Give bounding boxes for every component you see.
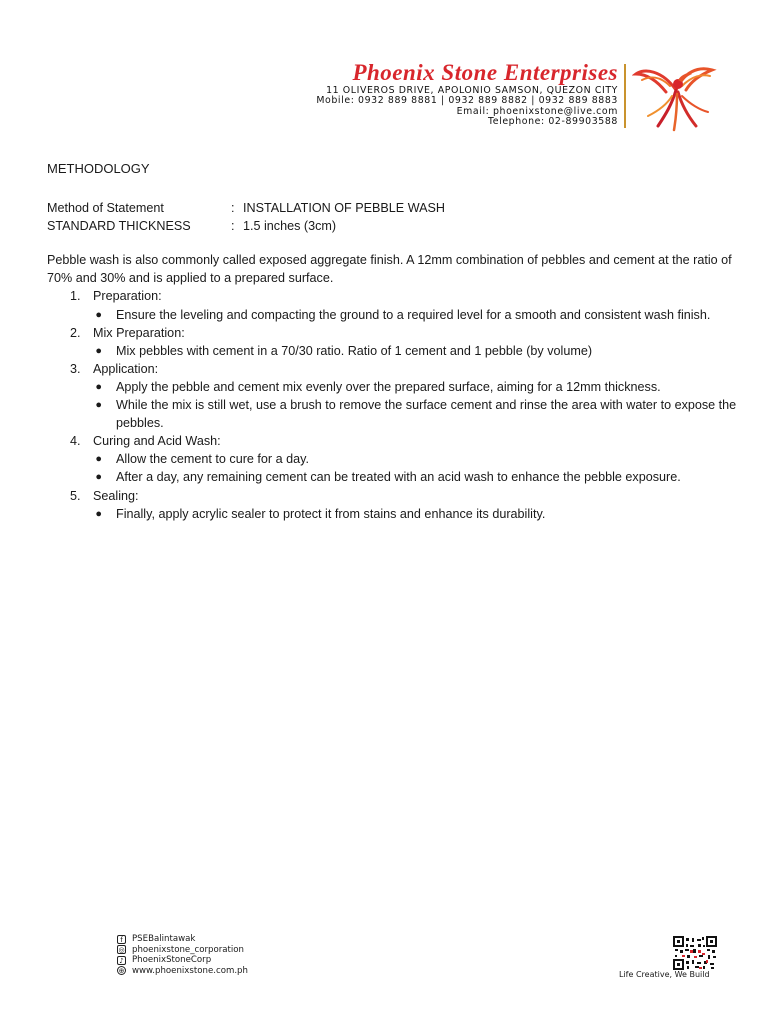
tiktok-icon: ♪	[117, 956, 126, 965]
company-mobile: Mobile: 0932 889 8881 | 0932 889 8882 | 0932 889 8883	[316, 95, 618, 107]
step-title: Sealing:	[93, 488, 139, 503]
bullet-icon: ●	[95, 380, 102, 393]
step-number: 2.	[70, 325, 81, 340]
meta-label: STANDARD THICKNESS	[47, 219, 191, 234]
social-text: phoenixstone_corporation	[132, 944, 244, 955]
list-item	[47, 360, 737, 432]
bullet-icon: ●	[95, 471, 102, 484]
step-number: 3.	[70, 361, 81, 376]
bullet-text: Allow the cement to cure for a day.	[116, 452, 309, 467]
social-website[interactable]	[117, 966, 248, 977]
bullet-item	[47, 468, 737, 486]
step-title: Application:	[93, 361, 159, 376]
bullet-item	[47, 505, 737, 523]
meta-colon: :	[231, 219, 235, 234]
page-title: METHODOLOGY	[47, 161, 150, 176]
step-number: 4.	[70, 434, 81, 449]
meta-label: Method of Statement	[47, 201, 164, 216]
footer-social-links	[117, 934, 248, 976]
letterhead	[316, 60, 618, 128]
bullet-text: While the mix is still wet, use a brush to remove the surface cement and rinse the area with water to expose the pebbles.	[116, 398, 737, 431]
bullet-text: After a day, any remaining cement can be treated with an acid wash to enhance the pebble exposure.	[116, 470, 681, 485]
header-divider	[624, 64, 626, 128]
bullet-icon: ●	[95, 453, 102, 466]
list-item	[47, 432, 737, 486]
bullet-text: Apply the pebble and cement mix evenly over the prepared surface, aiming for a 12mm thickness.	[116, 379, 661, 394]
bullet-icon: ●	[95, 507, 102, 520]
social-instagram[interactable]	[117, 945, 248, 956]
bullet-item	[47, 450, 737, 468]
company-address: 11 OLIVEROS DRIVE, APOLONIO SAMSON, QUEZON CITY	[326, 85, 618, 96]
bullet-item	[47, 378, 737, 396]
intro-paragraph: Pebble wash is also commonly called exposed aggregate finish. A 12mm combination of pebbles and cement at the ratio of 70% and 30% and is applied to a prepared surface.	[47, 253, 732, 286]
bullet-item	[47, 396, 737, 432]
step-number: 5.	[70, 488, 81, 503]
meta-row-thickness	[47, 217, 737, 235]
instagram-icon: ◎	[118, 946, 125, 955]
company-telephone: Telephone: 02-89903588	[488, 116, 618, 128]
steps-list	[47, 287, 737, 522]
bullet-icon: ●	[95, 308, 102, 321]
bullet-text: Ensure the leveling and compacting the ground to a required level for a smooth and consistent wash finish.	[116, 307, 711, 322]
list-item	[47, 324, 737, 360]
social-facebook[interactable]	[117, 934, 248, 945]
social-text: PhoenixStoneCorp	[132, 955, 212, 965]
social-text: www.phoenixstone.com.ph	[132, 965, 248, 976]
facebook-icon: f	[117, 935, 126, 944]
phoenix-logo-icon	[632, 60, 722, 132]
list-item	[47, 287, 737, 323]
qr-code-icon	[673, 936, 717, 970]
social-tiktok[interactable]	[117, 955, 248, 966]
meta-row-method	[47, 199, 737, 217]
company-name: Phoenix Stone Enterprises	[352, 60, 618, 85]
meta-colon: :	[231, 201, 235, 216]
bullet-text: Mix pebbles with cement in a 70/30 ratio. Ratio of 1 cement and 1 pebble (by volume)	[116, 343, 593, 358]
tagline: Life Creative, We Build	[619, 970, 710, 979]
bullet-icon: ●	[95, 344, 102, 357]
bullet-item	[47, 306, 737, 324]
bullet-item	[47, 342, 737, 360]
company-email: Email: phoenixstone@live.com	[456, 105, 618, 117]
meta-value: INSTALLATION OF PEBBLE WASH	[243, 201, 446, 216]
social-text: PSEBalintawak	[132, 934, 196, 944]
bullet-text: Finally, apply acrylic sealer to protect it from stains and enhance its durability.	[116, 506, 546, 521]
step-title: Curing and Acid Wash:	[93, 434, 221, 449]
document-body	[47, 160, 737, 523]
step-number: 1.	[70, 289, 81, 304]
globe-icon: ⊕	[118, 967, 125, 976]
bullet-icon: ●	[95, 399, 102, 412]
step-title: Mix Preparation:	[93, 325, 185, 340]
meta-value: 1.5 inches (3cm)	[243, 219, 337, 234]
step-title: Preparation:	[93, 289, 162, 304]
list-item	[47, 487, 737, 523]
